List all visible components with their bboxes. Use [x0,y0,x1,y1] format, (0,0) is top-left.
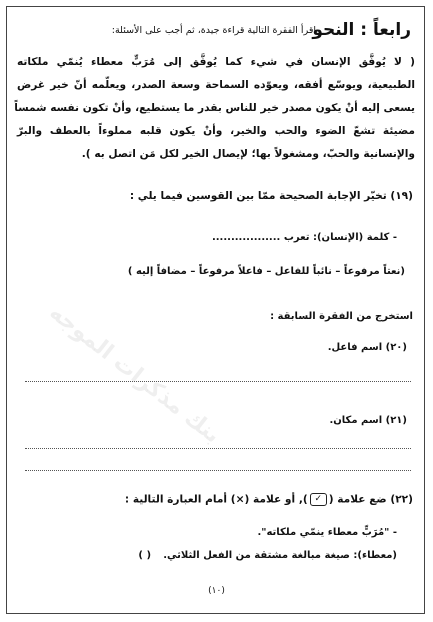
q19-options: (نعتاً مرفوعاً – نائباً للفاعل – فاعلاً مرفوعاً – مضافاً إليه ) [127,266,405,277]
q19-item-prefix: - كلمة (الإنسان): تعرب [283,232,397,243]
q19-heading: (١٩) تخيّر الإجابة الصحيحة ممّا بين القوسين فيما يلي : [129,190,413,202]
q19-item [212,232,397,243]
section-instruction: اقرأ الفقرة التالية قراءة جيدة، ثم أجب على الأسئلة: [111,25,316,36]
q22-answer-blank[interactable]: ( ) [138,550,152,561]
passage-line: والإنسانية والحبّ، ومشغولاً بها؛ لإيصال الخير لكل مَن اتصل به ). [81,148,415,160]
q19-answer-blank[interactable]: .................. [211,232,281,243]
q22-quote: - "مُرَبٍّ معطاء ينمّي ملكاته". [257,527,397,538]
q22-statement-text: (معطاء): صيغة مبالغة مشتقة من الفعل الثلاثي. [163,550,397,561]
extract-heading: استخرج من الفقرة السابقة : [270,311,413,322]
q20-label: (٢٠) اسم فاعل. [327,342,407,353]
section-title: رابعاً : النحو [312,20,411,40]
watermark: بنك مذكرات الموجه [44,300,225,449]
q22-heading-text: ) أمام العبارة التالية : [124,493,236,506]
q22-heading-text: (٢٢) ضع علامة ( [328,493,413,506]
q21-label: (٢١) اسم مكان. [329,415,407,426]
q22-heading [125,493,413,506]
q21-answer-line[interactable] [25,448,411,449]
page-number: (١٠) [208,586,225,596]
reading-passage [14,51,415,166]
passage-line: ( لا يُوفَّق الإنسان في شيء كما يُوفَّق إلى مُرَبٍّ معطاء يُنمّي ملكاته [17,56,415,68]
q21-answer-line-2[interactable] [25,470,411,471]
cross-mark-icon: × [235,493,245,506]
q20-answer-line[interactable] [25,381,411,382]
check-mark-icon: ✓ [310,493,327,506]
passage-line: الطبيعية، ويوسّع أفقه، ويعوّده السماحة وسعة الصدر، ويعلّمه أنّ خير غرض [17,79,415,91]
passage-line: يسعى إليه أنْ يكون مصدر خير للناس بقدر ما يستطيع، وأنْ تكون نفسه شمساً [14,102,415,114]
q22-statement [130,550,397,561]
passage-line: مضيئة تشعّ الضوء والحب والخير، وأنْ يكون قلبه مملوءاً بالعطف والبرّ [17,125,415,137]
q22-heading-text: ), أو علامة ( [244,493,308,506]
